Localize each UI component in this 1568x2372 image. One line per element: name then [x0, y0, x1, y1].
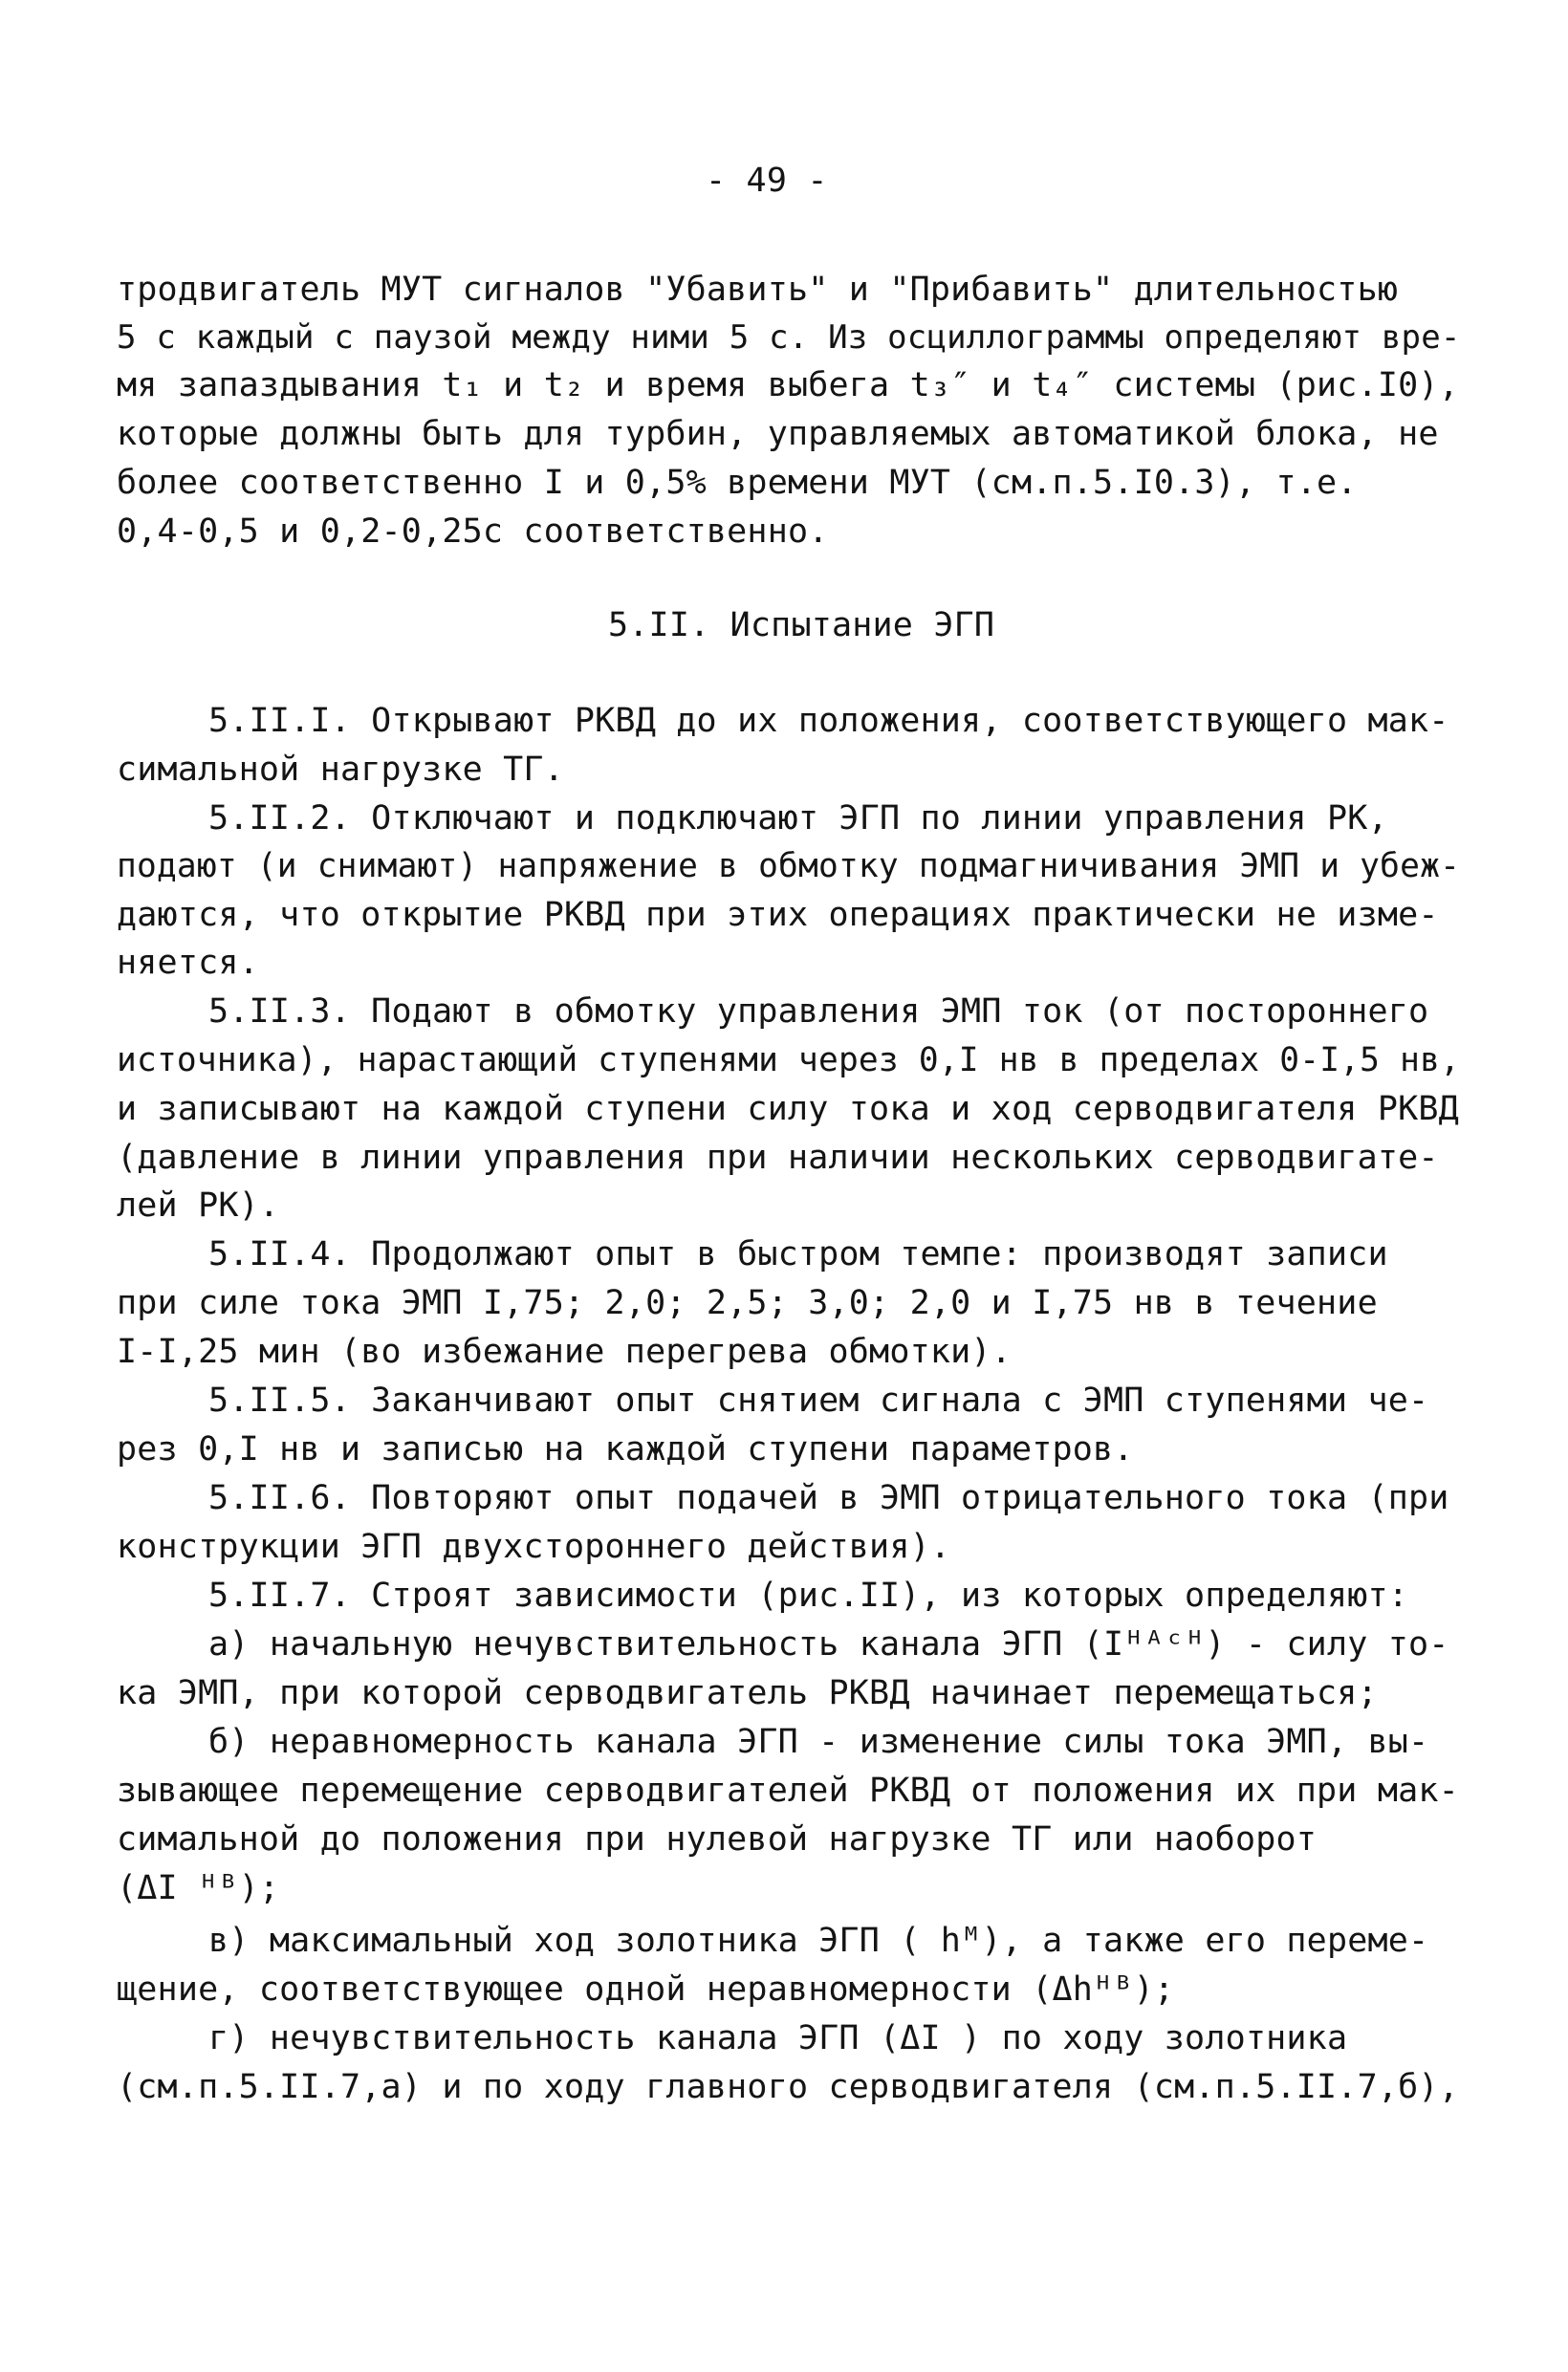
- text-line: которые должны быть для турбин, управляемых автоматикой блока, не: [117, 415, 1439, 453]
- text-line: тродвигатель МУТ сигналов "Убавить" и "Прибавить" длительностью: [117, 271, 1399, 309]
- text-line: в) максимальный ход золотника ЭГП ( hᴹ), а также его переме-: [208, 1922, 1429, 1960]
- text-line: симальной до положения при нулевой нагрузке ТГ или наоборот: [117, 1820, 1318, 1859]
- text-line: зывающее перемещение серводвигателей РКВД от положения их при мак-: [117, 1772, 1459, 1810]
- text-line: б) неравномерность канала ЭГП - изменение силы тока ЭМП, вы-: [208, 1723, 1429, 1761]
- text-line: и записывают на каждой ступени силу тока и ход серводвигателя РКВД: [117, 1090, 1459, 1128]
- text-line: 5.II.6. Повторяют опыт подачей в ЭМП отрицательного тока (при: [208, 1479, 1449, 1517]
- text-line: ка ЭМП, при которой серводвигатель РКВД начинает перемещаться;: [117, 1674, 1378, 1712]
- text-line: няется.: [117, 944, 259, 982]
- text-line: 5.II.3. Подают в обмотку управления ЭМП ток (от постороннего: [208, 992, 1429, 1031]
- text-line: 5.II.2. Отключают и подключают ЭГП по линии управления РК,: [208, 799, 1388, 838]
- text-line: щение, соответствующее одной неравномерности (Δhᴴᴮ);: [117, 1970, 1175, 2009]
- text-line: даются, что открытие РКВД при этих операциях практически не изме-: [117, 896, 1439, 934]
- text-line: 5.II.I. Открывают РКВД до их положения, соответствующего мак-: [208, 702, 1449, 740]
- text-line: источника), нарастающий ступенями через 0,I нв в пределах 0-I,5 нв,: [117, 1041, 1461, 1079]
- text-line: конструкции ЭГП двухстороннего действия).: [117, 1528, 951, 1566]
- text-line: подают (и снимают) напряжение в обмотку подмагничивания ЭМП и убеж-: [117, 847, 1461, 885]
- text-line: 5 с каждый с паузой между ними 5 с. Из осциллограммы определяют вре-: [117, 318, 1461, 357]
- text-line: I-I,25 мин (во избежание перегрева обмотки).: [117, 1333, 1012, 1371]
- text-line: 5.II.5. Заканчивают опыт снятием сигнала с ЭМП ступенями че-: [208, 1382, 1429, 1420]
- text-line: мя запаздывания t₁ и t₂ и время выбега t₃″ и t₄″ системы (рис.I0),: [117, 366, 1459, 404]
- text-line: (см.п.5.II.7,а) и по ходу главного серводвигателя (см.п.5.II.7,б),: [117, 2068, 1459, 2106]
- text-line: 5.II.7. Строят зависимости (рис.II), из которых определяют:: [208, 1577, 1409, 1615]
- text-line: г) нечувствительность канала ЭГП (ΔI ) по ходу золотника: [208, 2019, 1348, 2057]
- text-line: лей РК).: [117, 1186, 280, 1225]
- page-number: - 49 -: [706, 162, 828, 200]
- text-line: более соответственно I и 0,5% времени МУТ (см.п.5.I0.3), т.е.: [117, 464, 1358, 502]
- text-line: 5.II.4. Продолжают опыт в быстром темпе: производят записи: [208, 1235, 1388, 1273]
- text-line: а) начальную нечувствительность канала ЭГП (Iᴴᴬᶜᴴ) - силу то-: [208, 1625, 1449, 1664]
- text-line: (давление в линии управления при наличии нескольких серводвигате-: [117, 1139, 1439, 1177]
- text-line: рез 0,I нв и записью на каждой ступени параметров.: [117, 1430, 1134, 1469]
- text-line: симальной нагрузке ТГ.: [117, 751, 564, 789]
- section-title: 5.II. Испытание ЭГП: [608, 606, 995, 644]
- text-line: 0,4-0,5 и 0,2-0,25с соответственно.: [117, 512, 829, 551]
- text-line: (ΔI ᴴᴮ);: [117, 1869, 280, 1907]
- text-line: при силе тока ЭМП I,75; 2,0; 2,5; 3,0; 2,0 и I,75 нв в течение: [117, 1284, 1378, 1322]
